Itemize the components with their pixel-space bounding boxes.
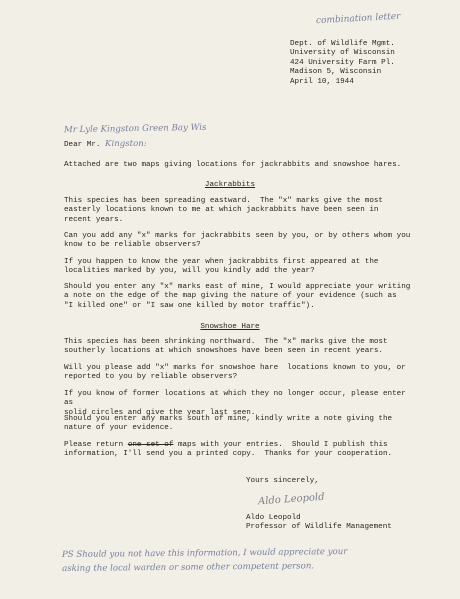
- closing-text-b: maps with your entries. Should I publish this information, I'll send you a printed copy. Thanks for your cooperation.: [64, 441, 393, 459]
- signer-block: [246, 514, 392, 533]
- snowshoe-paragraph-1: This species has been shrinking northward. The "x" marks give the most southerly locations at which snowshoes have been seen in recent years.: [64, 338, 388, 356]
- jackrabbits-paragraph-4: Should you enter any "x" marks east of mine, I would appreciate your writing a note on the edge of the map giving the nature of your evidence (such as "I killed one" or "I saw one killed by motor traffic").: [64, 283, 411, 310]
- letter-date: April 10, 1944: [290, 77, 354, 86]
- snowshoe-paragraph-4: Should you enter any marks south of mine, kindly write a note giving the nature of your evidence.: [64, 415, 393, 433]
- intro-paragraph: Attached are two maps giving locations for jackrabbits and snowshoe hares.: [64, 161, 402, 169]
- complimentary-close: Yours sincerely,: [246, 477, 319, 485]
- closing-text-a: Please return: [64, 441, 128, 449]
- snowshoe-paragraph-3: If you know of former locations at which they no longer occur, please enter as solid circles and give the year last seen.: [64, 390, 406, 417]
- sender-address: [290, 40, 450, 87]
- jackrabbits-paragraph-2: Can you add any "x" marks for jackrabbits seen by you, or by others whom you know to be reliable observers?: [64, 232, 411, 250]
- closing-paragraph: [64, 441, 416, 460]
- salutation-text: Dear Mr.: [64, 141, 101, 149]
- corner-annotation: combination letter: [315, 11, 401, 27]
- struck-text: one set of: [127, 441, 174, 449]
- section-title-snowshoe: Snowshoe Hare: [200, 323, 260, 331]
- salutation: [64, 140, 147, 150]
- salutation-name: Kingston:: [105, 139, 147, 149]
- handwritten-recipient: Mr Lyle Kingston Green Bay Wis: [63, 122, 207, 136]
- handwritten-signature: Aldo Leopold: [257, 491, 325, 508]
- section-title-jackrabbits: Jackrabbits: [204, 181, 256, 189]
- address-line: Dept. of Wildlife Mgmt.: [290, 40, 395, 48]
- signer-title: Professor of Wildlife Management: [246, 523, 392, 532]
- signer-name: Aldo Leopold: [246, 514, 301, 522]
- address-line: 424 University Farm Pl.: [290, 58, 395, 67]
- snowshoe-paragraph-2: Will you please add "x" marks for snowshoe hare locations known to you, or reported to you by reliable observers?: [64, 364, 406, 382]
- jackrabbits-paragraph-3: If you happen to know the year when jackrabbits first appeared at the localities marked by you, will you kindly add the year?: [64, 258, 379, 276]
- jackrabbits-paragraph-1: This species has been spreading eastward. The "x" marks give the most easterly locations known to me at which jackrabbits have been seen in recent years.: [64, 197, 383, 224]
- address-line: University of Wisconsin: [290, 49, 395, 58]
- address-line: Madison 5, Wisconsin: [290, 68, 382, 77]
- handwritten-postscript: PS Should you not have this information, I would appreciate your asking the local warden or some other competent person.: [61, 547, 348, 574]
